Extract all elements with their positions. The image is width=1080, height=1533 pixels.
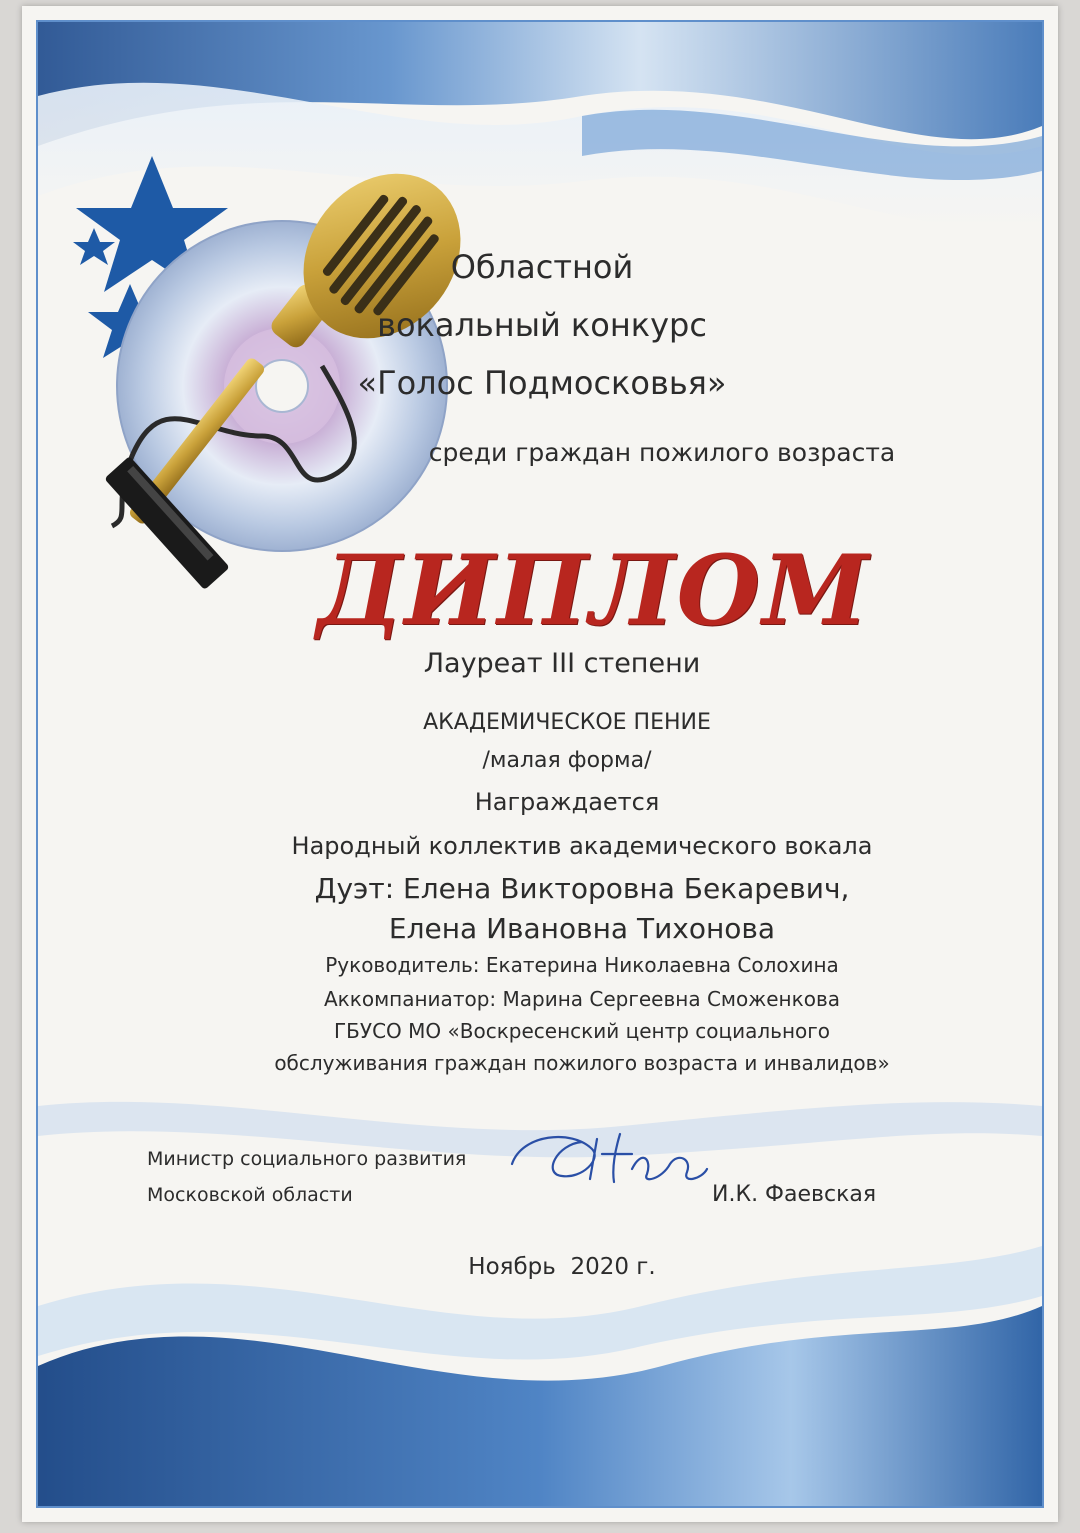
- signatory-name: И.К. Фаевская: [712, 1182, 877, 1207]
- star-icon: [73, 228, 115, 265]
- diploma-title: ДИПЛОМ: [317, 534, 871, 647]
- diploma-sheet: [22, 6, 1058, 1522]
- contest-audience: среди граждан пожилого возраста: [428, 438, 896, 467]
- awarded-label: Награждается: [474, 788, 660, 816]
- collective-name: Народный коллектив академического вокала: [291, 832, 873, 860]
- contest-type: вокальный конкурс: [377, 306, 707, 344]
- signature-mark: [502, 1124, 722, 1194]
- award-level: Лауреат III степени: [423, 648, 701, 679]
- contest-level: Областной: [450, 248, 634, 286]
- signatory-position-2: Московской области: [147, 1184, 353, 1206]
- category-name: АКАДЕМИЧЕСКОЕ ПЕНИЕ: [423, 710, 711, 735]
- duet-line-1: Дуэт: Елена Викторовна Бекаревич,: [314, 872, 850, 905]
- organization-line-1: ГБУСО МО «Воскресенский центр социального: [333, 1019, 831, 1043]
- signatory-position-1: Министр социального развития: [147, 1148, 467, 1170]
- organization-line-2: обслуживания граждан пожилого возраста и инвалидов»: [274, 1051, 890, 1075]
- leader-line: Руководитель: Екатерина Николаевна Солохина: [325, 953, 839, 977]
- issue-date: Ноябрь 2020 г.: [468, 1254, 656, 1280]
- accompanist-line: Аккомпаниатор: Марина Сергеевна Сможенкова: [323, 987, 840, 1011]
- category-form: /малая форма/: [482, 748, 652, 773]
- duet-line-2: Елена Ивановна Тихонова: [388, 912, 776, 945]
- contest-name: «Голос Подмосковья»: [357, 364, 727, 402]
